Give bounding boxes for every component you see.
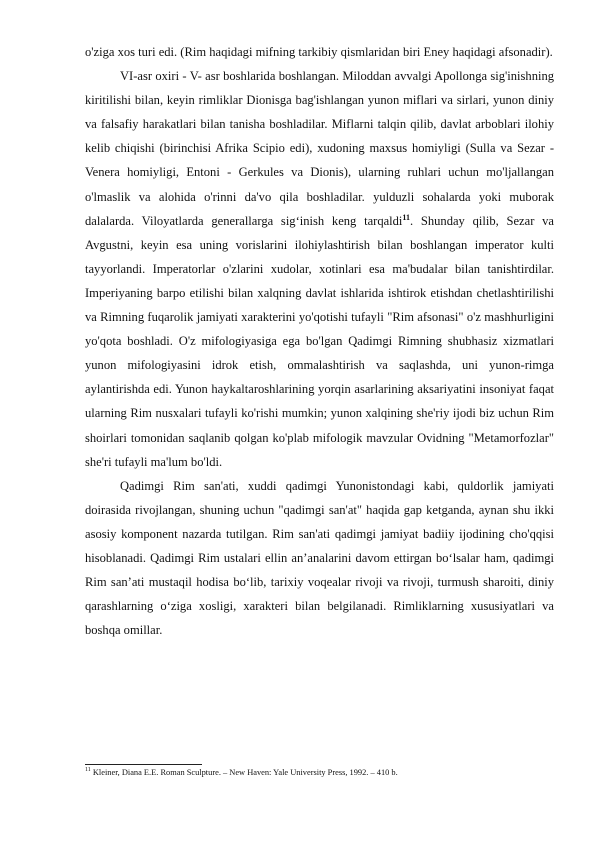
footnote-number: 11 [85, 767, 91, 774]
paragraph-1-text: o'ziga xos turi edi. (Rim haqidagi mifning tarkibiy qismlaridan biri Eney haqidagi afsonadir). [85, 45, 553, 59]
document-body [85, 40, 554, 642]
paragraph-2-text-b: . Shunday qilib, Sezar va Avgustni, keyin esa uning vorislarini ilohiylashtirish bilan boshlangan imperator kulti tayyorlandi. Imperatorlar o'zlarini xudolar, xotinlari esa ma'budalar bilan tanishtirdilar. Imperiyaning barpo etilishi bilan xalqning davlat ishlarida ishtirok etishdan chetlashtirilishi va Rimning fuqarolik jamiyati xarakterini yo'qotishi tufayli "Rim afsonasi" o'z mashhurligini yo'qota boshladi. O'z mifologiyasiga ega bo'lgan Qadimgi Rimning shubhasiz xizmatlari yunon mifologiyasini idrok etish, ommalashtirish va saqlashda, uni yunon-rimga aylantirishda edi. Yunon haykaltaroshlarining yorqin asarlarining aksariyatini insoniyat faqat ularning Rim nusxalari tufayli ko'rishi mumkin; yunon xalqining she'riy ijodi biz uchun Rim shoirlari tomonidan saqlanib qolgan ko'plab mifologik mavzular Ovidning "Metamorfozlar" she'ri tufayli ma'lum bo'ldi. [85, 213, 554, 469]
paragraph-2-text-a: VI-asr oxiri - V- asr boshlarida boshlangan. Miloddan avvalgi Apollonga sig'inishning kiritilishi bilan, keyin rimliklar Dionisga bag'ishlangan yunon miflari va sirlari, yunon diniy va falsafiy harakatlari bilan tanisha boshladilar. Miflarni talqin qilib, davlat arboblari ilohiy kelib chiqishi (birinchisi Afrika Scipio edi), xudoning maxsus homiyligi (Sulla va Sezar - Venera homiyligi, Entoni - Gerkules va Dionis), ularning ruhlari uchun mo'ljallangan o'lmaslik va alohida o'rinni da'vo qila boshladilar. yulduzli sohalarda yoki muborak dalalarda. Viloyatlarda generallarga sig‘inish keng tarqaldi [85, 69, 554, 228]
footnote-separator [85, 764, 202, 765]
paragraph-3-text: Qadimgi Rim san'ati, xuddi qadimgi Yunonistondagi kabi, quldorlik jamiyati doirasida rivojlangan, shuning uchun "qadimgi san'at" haqida gap ketganda, aynan shu ikki asosiy komponent nazarda tutilgan. Rim san'ati qadimgi jamiyat badiiy ijodining cho'qqisi hisoblanadi. Qadimgi Rim ustalari ellin an’analarini davom ettirgan bo‘lsalar ham, qadimgi Rim san’ati mustaqil hodisa bo‘lib, tarixiy voqealar rivoji va rivoji, turmush sharoiti, diniy qarashlarning o‘ziga xosligi, xarakteri bilan belgilanadi. Rimliklarning xususiyatlari va boshqa omillar. [85, 478, 554, 638]
paragraph-2 [85, 64, 554, 474]
footnote-text: Kleiner, Diana E.E. Roman Sculpture. – New Haven: Yale University Press, 1992. – 410 b. [90, 768, 398, 777]
footnote-reference[interactable]: 11 [402, 212, 410, 222]
paragraph-1 [85, 40, 554, 64]
footnote [85, 767, 554, 779]
paragraph-3 [85, 474, 554, 643]
